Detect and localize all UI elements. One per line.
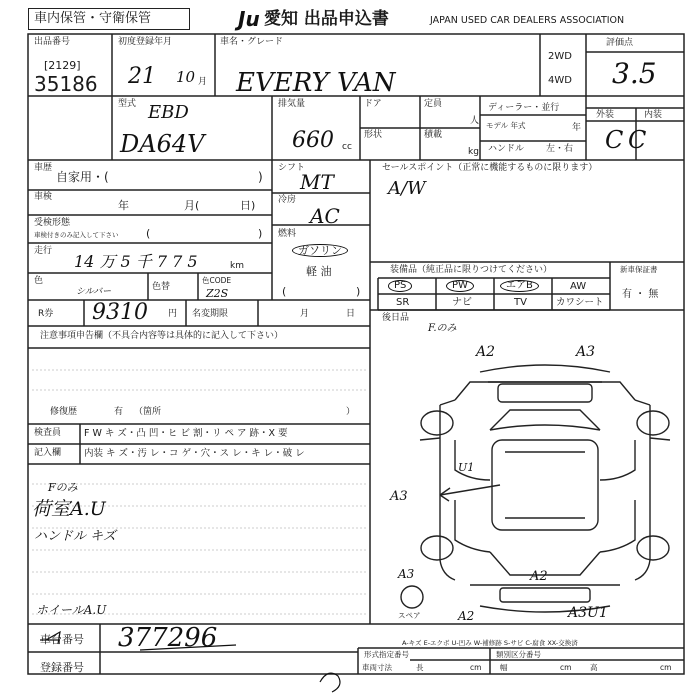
damage-a3-front: A3 — [576, 344, 596, 360]
dims-width-unit: cm — [560, 663, 572, 672]
dealer-label: ディーラー・並行 — [488, 103, 560, 113]
dims-height-unit: cm — [660, 663, 672, 672]
chassis-label: 車台番号 — [40, 633, 84, 646]
deadline-label: 名変期限 — [192, 309, 229, 319]
damage-u1-side: U1 — [458, 461, 475, 474]
equipment-aw: AW — [570, 281, 587, 292]
mileage-unit: km — [230, 261, 244, 271]
inspection-day: 日) — [240, 199, 256, 212]
recycle-value: 9310 — [92, 300, 148, 325]
type-prefix: EBD — [148, 102, 189, 123]
lot-number: 35186 — [34, 72, 98, 96]
mileage-value: 14 万 5 千 7 7 5 — [74, 252, 198, 271]
fuel-gasoline: ガソリン — [292, 244, 348, 257]
inspection-label: 車検 — [34, 192, 53, 202]
handle-opts: 左・右 — [546, 144, 574, 154]
capacity-label: 定員 — [424, 99, 443, 109]
recycle-label: R券 — [38, 309, 54, 319]
dims-width: 幅 — [500, 663, 508, 672]
handnote-handle: ハンドル キズ — [34, 529, 116, 544]
damage-a3-rear: A3 — [398, 567, 415, 581]
color-exchange-label: 色替 — [152, 282, 171, 292]
damage-legend: A-キズ E-エクボ U-凹み W-補修跡 S-サビ C-腐食 XX-交換済 — [402, 639, 578, 647]
model-year-label: モデル 年式 — [486, 121, 526, 130]
fuel-open: ( — [282, 285, 287, 298]
dims-length-unit: cm — [470, 663, 482, 672]
model-name: EVERY VAN — [236, 68, 396, 98]
receipt-note: 車検付きのみ記入して下さい — [34, 231, 119, 239]
dims-label: 車両寸法 — [362, 663, 392, 672]
handle-label: ハンドル — [488, 144, 525, 154]
deadline-month: 月 — [300, 309, 310, 319]
grade-exterior-label: 外装 — [596, 110, 615, 120]
history-value: 自家用・( — [56, 170, 109, 184]
deadline-day: 日 — [346, 309, 356, 319]
fuel-close: ) — [356, 285, 361, 298]
color-code-label: 色CODE — [202, 276, 232, 285]
registration-year: 21 — [128, 64, 156, 89]
warranty-label: 新車保証書 — [620, 265, 658, 274]
registration-label: 初度登録年月 — [118, 37, 173, 47]
load-unit: kg — [468, 147, 479, 157]
entry-label: 記入欄 — [34, 448, 62, 458]
door-label: ドア — [364, 99, 382, 109]
drive-4wd: 4WD — [548, 75, 572, 86]
damage-a2-front: A2 — [476, 344, 496, 360]
repair-value: 有 — [114, 407, 124, 417]
handnote-front-only: Fのみ — [48, 481, 78, 494]
form-spec-label: 形式指定番号 — [364, 650, 409, 659]
history-close: ) — [258, 170, 263, 184]
color-value: シルバー — [76, 287, 112, 297]
inspection-month: 月( — [184, 199, 200, 212]
equipment-navi: ナビ — [452, 297, 472, 308]
grade-score: 3.5 — [612, 57, 657, 90]
repair-location: （箇所 — [134, 407, 162, 417]
ju-logo: Ju — [238, 7, 260, 31]
spare-tire-label: スペア — [398, 611, 421, 620]
grade-interior: C — [628, 126, 647, 154]
capacity-unit: 人 — [470, 116, 480, 126]
equipment-sr: SR — [396, 297, 410, 308]
org-title-jp: 愛知 出品申込書 — [264, 9, 389, 29]
later-items-value: F.のみ — [428, 323, 457, 334]
equipment-leather-seat: カワシート — [556, 297, 604, 308]
repair-label: 修復歴 — [50, 407, 78, 417]
org-title-en: JAPAN USED CAR DEALERS ASSOCIATION — [430, 15, 625, 26]
mileage-label: 走行 — [34, 246, 53, 256]
history-label: 車歴 — [34, 163, 53, 173]
equipment-pw: PW — [446, 280, 474, 292]
class-number-label: 類別区分番号 — [496, 650, 541, 659]
model-label: 車名・グレード — [220, 37, 284, 47]
inspector-row-exterior: F W キ ズ・凸 凹・ヒ ビ 割・リ ペ ア 跡・X 要 — [84, 428, 288, 439]
damage-a3u1: A3U1 — [568, 605, 608, 621]
inspector-label: 検査員 — [34, 428, 62, 438]
handnote-wheel: ホイールA.U — [36, 603, 107, 617]
repair-close: ） — [346, 407, 356, 417]
drive-2wd: 2WD — [548, 51, 572, 62]
displacement-value: 660 — [292, 128, 334, 153]
fuel-light-oil: 軽 油 — [306, 265, 332, 278]
fuel-label: 燃料 — [278, 229, 297, 239]
year-unit: 年 — [572, 123, 582, 133]
displacement-label: 排気量 — [278, 99, 306, 109]
equipment-tv: TV — [514, 297, 527, 308]
color-label: 色 — [34, 276, 44, 286]
receipt-open: ( — [146, 227, 151, 240]
shape-label: 形状 — [364, 130, 383, 140]
type-code: DA64V — [120, 130, 205, 158]
warranty-opts: 有 ・ 無 — [622, 289, 659, 300]
storage-stamp-label: 車内保管・守衛保管 — [34, 11, 152, 26]
load-label: 積載 — [424, 130, 443, 140]
damage-a2-bumper: A2 — [458, 609, 475, 623]
inspector-row-interior: 内装 キ ズ・汚 レ・コ ゲ・穴・ス レ・キ レ・破 レ — [84, 448, 305, 459]
dims-height: 高 — [590, 663, 598, 672]
registration-month: 10 — [176, 68, 196, 86]
registration-month-unit: 月 — [198, 77, 208, 87]
receipt-close: ) — [258, 227, 263, 240]
grade-interior-label: 内装 — [644, 110, 663, 120]
lot-label: 出品番号 — [34, 37, 71, 47]
lot-bracket: [2129] — [44, 59, 81, 72]
type-label: 型式 — [118, 99, 137, 109]
dims-length: 長 — [416, 663, 424, 672]
displacement-unit: cc — [342, 142, 352, 152]
shift-value: MT — [300, 170, 334, 194]
shift-label: シフト — [278, 163, 306, 173]
grade-exterior: C — [605, 126, 624, 154]
chassis-value: 377296 — [118, 623, 218, 653]
equipment-ps: PS — [388, 280, 412, 292]
cooler-label: 冷房 — [278, 195, 297, 205]
cooler-value: AC — [310, 204, 340, 228]
grade-label: 評価点 — [606, 38, 634, 48]
handnote-cargo: 荷室A.U — [32, 498, 106, 520]
selling-points-label: セールスポイント（正常に機能するものに限ります） — [382, 163, 598, 173]
equipment-airbag: エアB — [500, 280, 539, 292]
receipt-label: 受検形態 — [34, 218, 71, 228]
damage-a2-rear: A2 — [530, 569, 548, 584]
recycle-unit: 円 — [168, 309, 178, 319]
damage-a3-left: A3 — [390, 489, 408, 504]
color-code: Z2S — [206, 287, 229, 300]
notes-label: 注意事項申告欄（不具合内容等は具体的に記入して下さい） — [40, 331, 284, 341]
later-items-label: 後日品 — [382, 313, 410, 323]
selling-points-value: A/W — [388, 178, 426, 199]
equipment-label: 装備品（純正品に限りつけてください） — [390, 265, 553, 275]
plate-label: 登録番号 — [40, 661, 84, 674]
inspection-year: 年 — [118, 199, 129, 212]
